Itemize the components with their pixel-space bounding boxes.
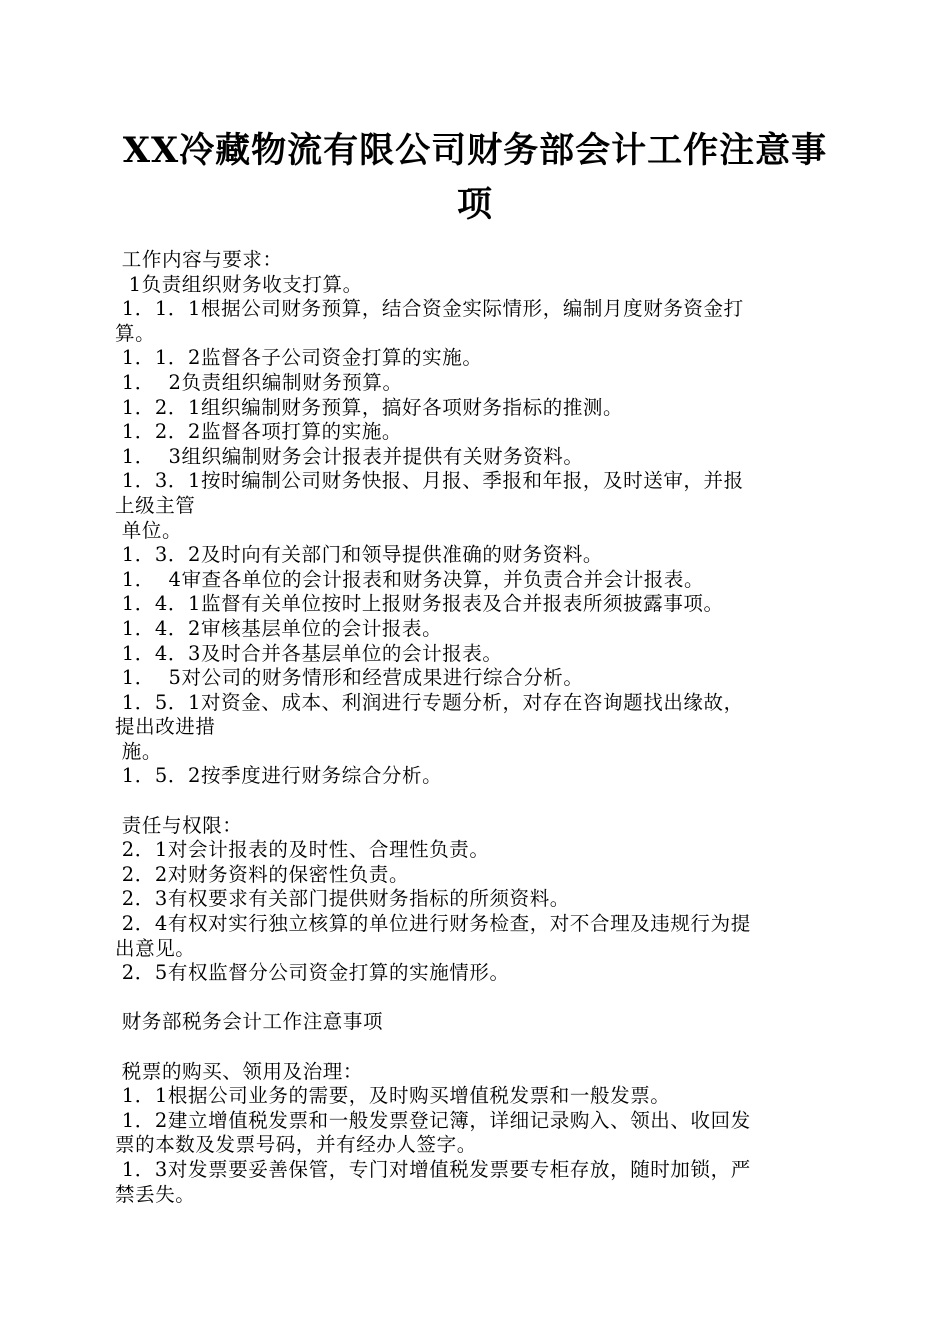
blank-line: [115, 986, 835, 1011]
text-line: 财务部税务会计工作注意事项: [115, 1010, 384, 1034]
text-line: 2．4有权对实行独立核算的单位进行财务检查，对不合理及违规行为提: [115, 912, 751, 936]
text-line: 施。: [115, 739, 162, 763]
text-line: 1．4．3及时合并各基层单位的会计报表。: [115, 641, 503, 665]
text-line: 1．2．2监督各项打算的实施。: [115, 420, 403, 444]
text-line: 责任与权限：: [115, 813, 243, 837]
text-line: 1．3．1按时编制公司财务快报、月报、季报和年报，及时送审，并报: [115, 469, 744, 493]
blank-line: [115, 1035, 835, 1060]
text-line: 提出改进措: [115, 715, 216, 739]
title-line-2: 项: [456, 184, 493, 225]
text-line: 1．4．1监督有关单位按时上报财务报表及合并报表所须披露事项。: [115, 592, 724, 616]
text-line: 1． 4审查各单位的会计报表和财务决算，并负责合并会计报表。: [115, 567, 705, 591]
text-line: 1．4．2审核基层单位的会计报表。: [115, 616, 443, 640]
text-line: 2．3有权要求有关部门提供财务指标的所须资料。: [115, 887, 570, 911]
text-line: 税票的购买、领用及治理：: [115, 1059, 363, 1083]
text-line: 1负责组织财务收支打算。: [115, 272, 363, 296]
text-line: 出意见。: [115, 936, 196, 960]
text-line: 1．5．2按季度进行财务综合分析。: [115, 764, 443, 788]
text-line: 2．5有权监督分公司资金打算的实施情形。: [115, 961, 510, 985]
text-line: 1． 5对公司的财务情形和经营成果进行综合分析。: [115, 666, 584, 690]
text-line: 禁丢失。: [115, 1182, 196, 1206]
text-line: 单位。: [115, 518, 183, 542]
text-line: 1．3对发票要妥善保管，专门对增值税发票要专柜存放，随时加锁，严: [115, 1157, 751, 1181]
text-line: 1． 3组织编制财务会计报表并提供有关财务资料。: [115, 444, 584, 468]
text-line: 1．5．1对资金、成本、利润进行专题分析，对存在咨询题找出缘故，: [115, 690, 744, 714]
blank-line: [115, 789, 835, 814]
text-line: 1．1．1根据公司财务预算，结合资金实际情形，编制月度财务资金打: [115, 297, 744, 321]
text-line: 1．3．2及时向有关部门和领导提供准确的财务资料。: [115, 543, 604, 567]
document-title: [115, 124, 835, 232]
text-line: 1．1根据公司业务的需要，及时购买增值税发票和一般发票。: [115, 1084, 671, 1108]
text-line: 工作内容与要求：: [115, 248, 283, 271]
document-body: [115, 248, 835, 1207]
text-line: 1．2建立增值税发票和一般发票登记簿，详细记录购入、领出、收回发: [115, 1108, 751, 1132]
text-line: 1． 2负责组织编制财务预算。: [115, 370, 403, 394]
text-line: 2．2对财务资料的保密性负责。: [115, 862, 410, 886]
text-line: 票的本数及发票号码，并有经办人签字。: [115, 1133, 477, 1157]
text-line: 算。: [115, 321, 156, 345]
title-line-1: XX冷藏物流有限公司财务部会计工作注意事: [122, 130, 828, 171]
text-line: 上级主管: [115, 493, 196, 517]
text-line: 1．2．1组织编制财务预算，搞好各项财务指标的推测。: [115, 395, 624, 419]
text-line: 1．1．2监督各子公司资金打算的实施。: [115, 346, 483, 370]
text-line: 2．1对会计报表的及时性、合理性负责。: [115, 838, 490, 862]
